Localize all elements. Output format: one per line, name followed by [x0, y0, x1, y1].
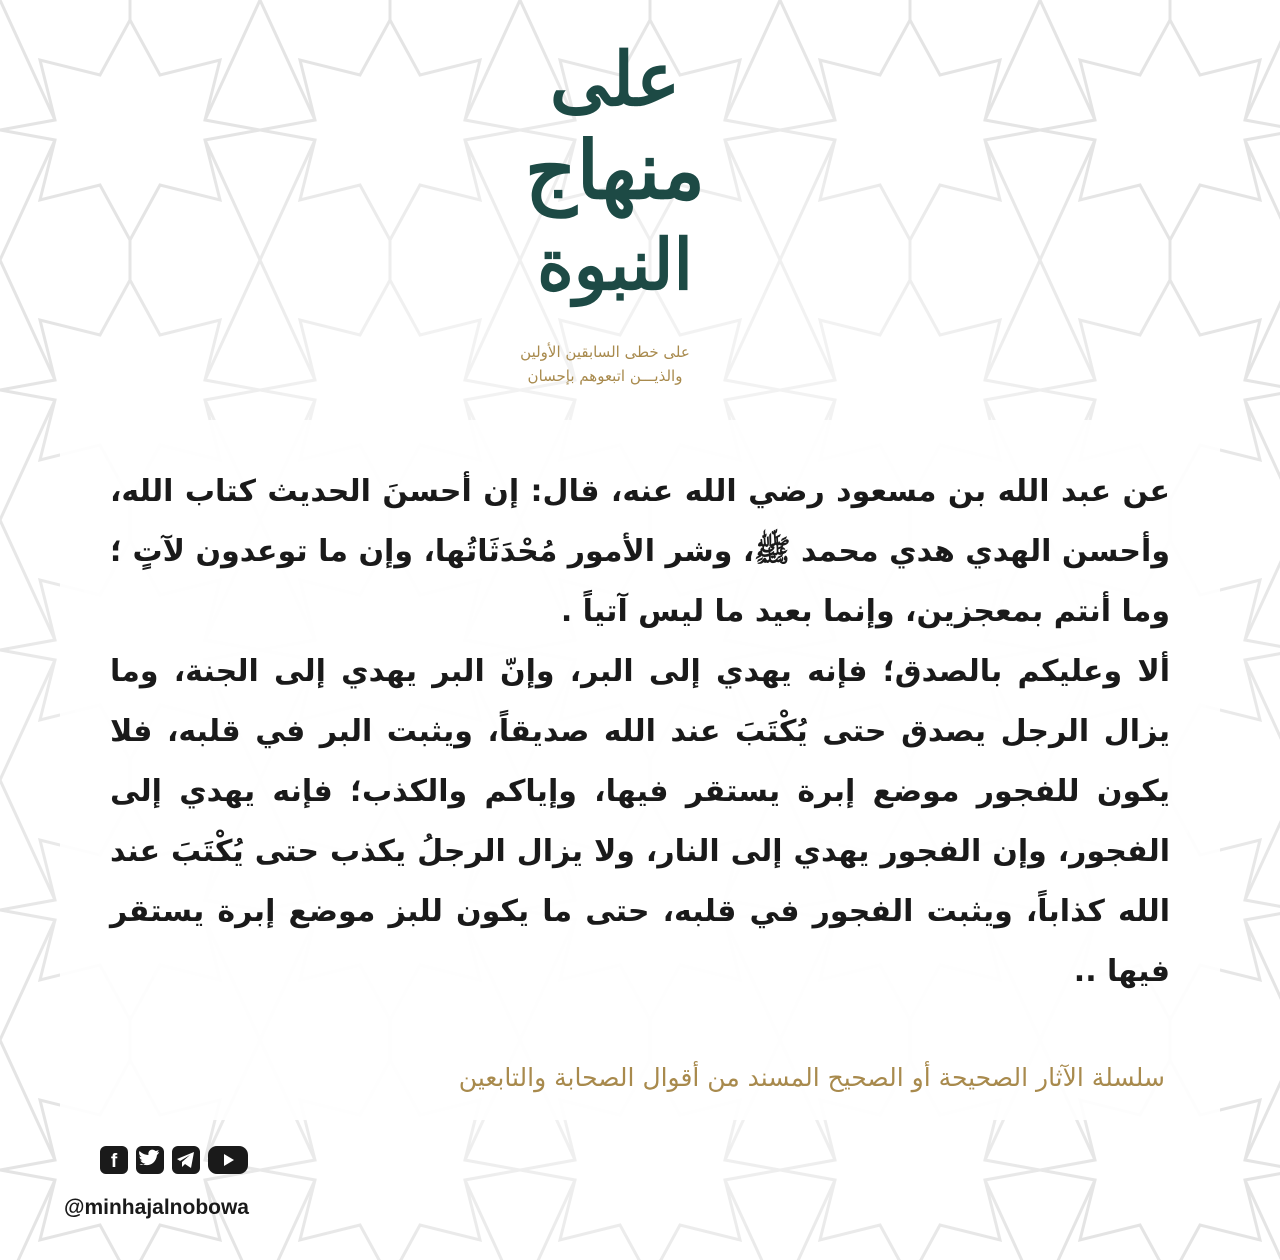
logo-title-line3: النبوة — [537, 223, 693, 306]
telegram-icon[interactable] — [172, 1146, 200, 1174]
svg-text:f: f — [110, 1151, 118, 1172]
social-icons — [100, 1146, 248, 1174]
logo-title-line1: على — [549, 37, 681, 123]
social-handle: @minhajalnobowa — [64, 1196, 249, 1219]
logo-title-line2: منهاج — [525, 123, 705, 217]
source-citation: سلسلة الآثار الصحيحة أو الصحيح المسند من أقوال الصحابة والتابعين — [458, 1063, 1165, 1092]
twitter-icon[interactable] — [136, 1146, 164, 1174]
hadith-paragraph-1: عن عبد الله بن مسعود رضي الله عنه، قال: إن أحسنَ الحديث كتاب الله، وأحسن الهدي هدي محمد ﷺ، وشر الأمور مُحْدَثَاتُها، وإن ما توعدون لآتٍ ؛ وما أنتم بمعجزين، وإنما بعيد ما ليس آتياً . — [110, 474, 1170, 629]
youtube-icon[interactable] — [208, 1146, 248, 1174]
logo-calligraphy — [500, 37, 730, 310]
hadith-paragraph-2: ألا وعليكم بالصدق؛ فإنه يهدي إلى البر، وإنّ البر يهدي إلى الجنة، وما يزال الرجل يصدق حتى يُكْتَبَ عند الله صديقاً، ويثبت البر في قلبه، فلا يكون للفجور موضع إبرة يستقر فيها، وإياكم والكذب؛ فإنه يهدي إلى الفجور، وإن الفجور يهدي إلى النار، ولا يزال الرجلُ يكذب حتى يُكْتَبَ عند الله كذاباً، ويثبت الفجور في قلبه، حتى ما يكون للبز موضع إبرة يستقر فيها .. — [110, 654, 1170, 989]
tagline-line1: على خطى السابقين الأولين — [520, 343, 690, 361]
hadith-text — [110, 462, 1170, 1002]
facebook-icon[interactable] — [100, 1146, 128, 1174]
logo-tagline — [480, 340, 730, 388]
tagline-line2: والذيـــن اتبعوهم بإحسان — [527, 367, 683, 385]
